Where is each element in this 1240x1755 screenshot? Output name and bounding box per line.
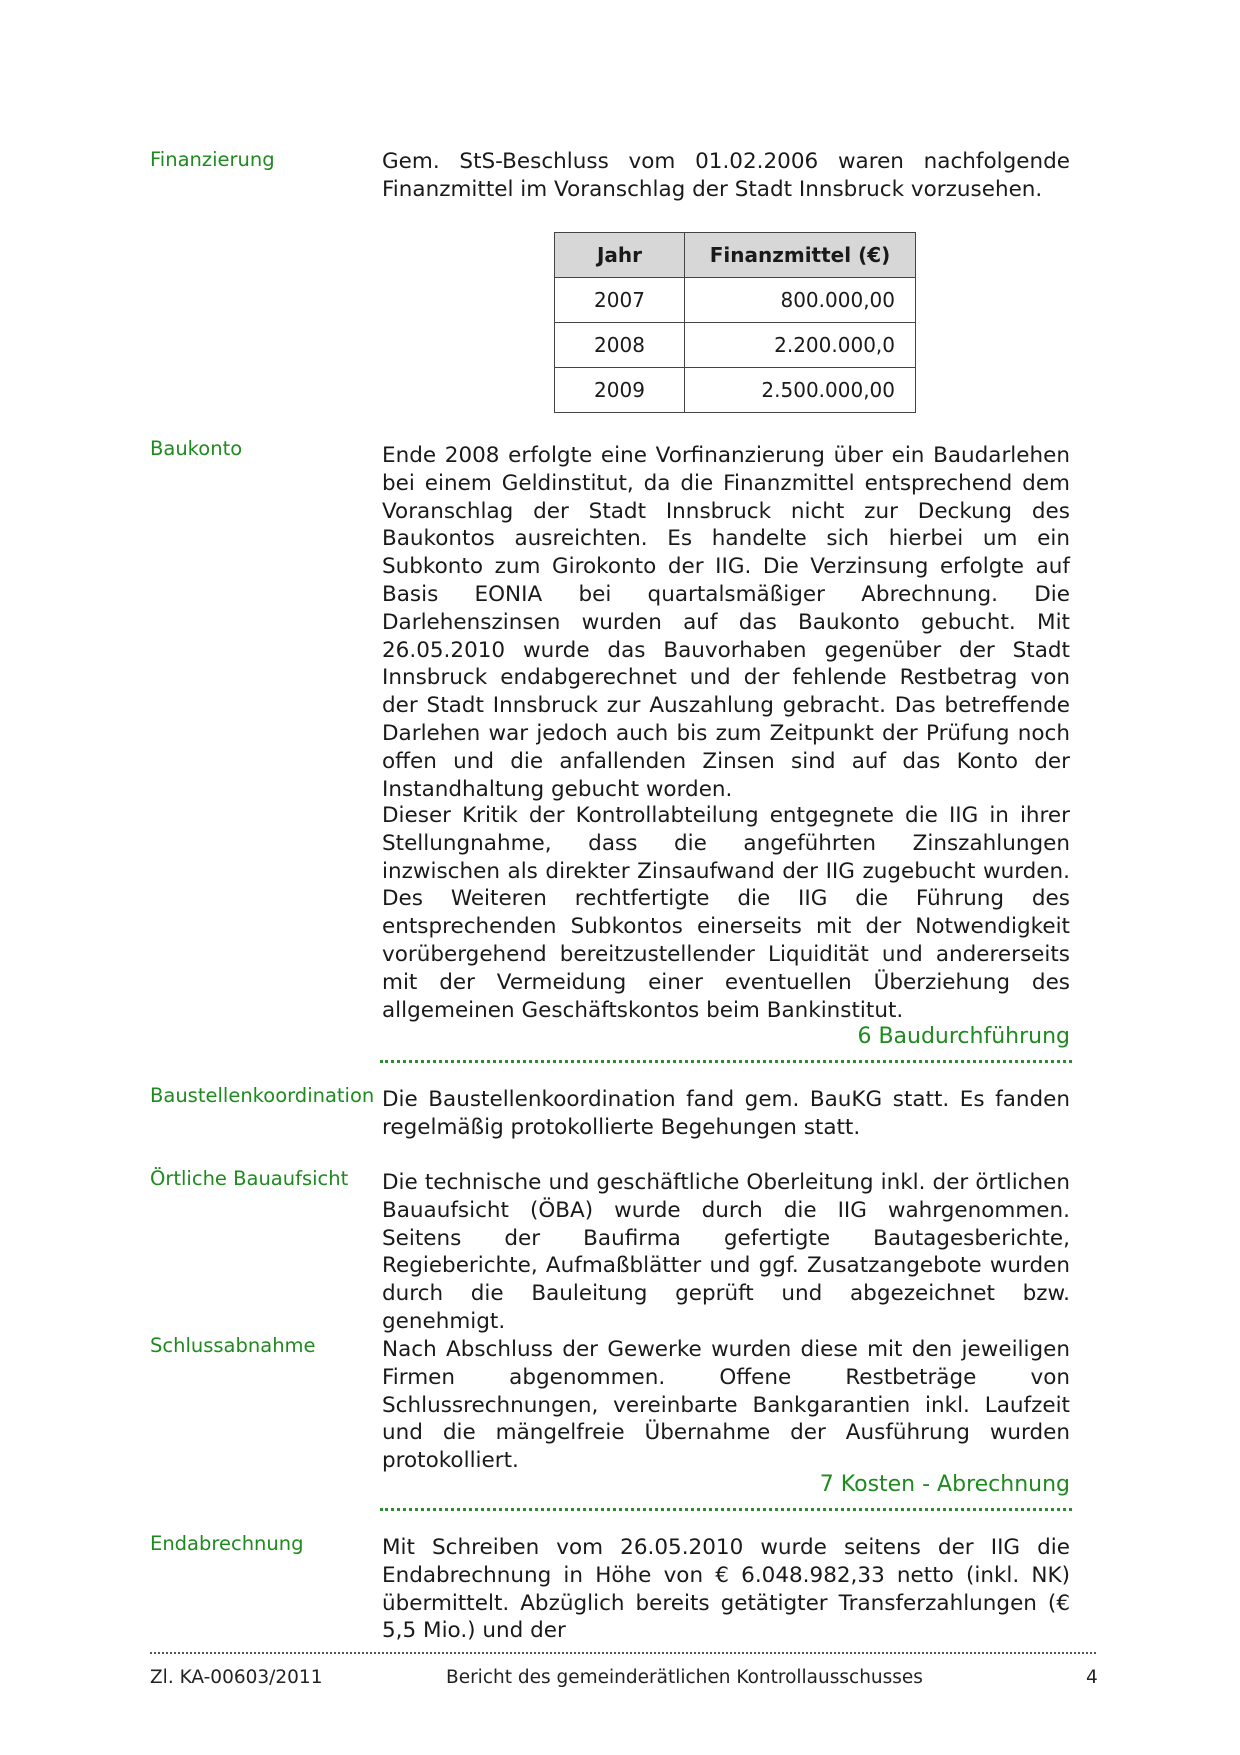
table-cell-amount: 2.500.000,00 xyxy=(685,368,916,413)
table-header-finanzmittel: Finanzmittel (€) xyxy=(685,233,916,278)
table-cell-year: 2009 xyxy=(555,368,685,413)
paragraph-baukonto-2: Dieser Kritik der Kontrollabteilung entgegnete die IIG in ihrer Stellungnahme, dass die angeführten Zinszahlungen inzwischen als direkter Zinsaufwand der IIG zugebucht wurden. Des Weiteren rechtfertigte die IIG die Führung des entsprechenden Subkontos einerseits mit der Notwendigkeit vorübergehend bereitzustellender Liquidität und andererseits mit der Vermeidung einer eventuellen Überziehung des allgemeinen Geschäftskontos beim Bankinstitut. xyxy=(382,803,1070,1023)
section-heading-6 xyxy=(380,1022,1072,1063)
footer-reference: Zl. KA-00603/2011 xyxy=(150,1667,323,1688)
margin-label-baustellenkoordination: Baustellenkoordination xyxy=(150,1084,375,1107)
paragraph-baustellenkoordination: Die Baustellenkoordination fand gem. BauKG statt. Es fanden regelmäßig protokollierte Begehungen statt. xyxy=(382,1087,1070,1140)
paragraph-schlussabnahme: Nach Abschluss der Gewerke wurden diese mit den jeweiligen Firmen abgenommen. Offene Restbeträge von Schlussrechnungen, vereinbarte Bankgarantien inkl. Laufzeit und die mängelfreie Übernahme der Ausführung wurden protokolliert. xyxy=(382,1337,1070,1474)
paragraph-oertliche-bauaufsicht: Die technische und geschäftliche Oberleitung inkl. der örtlichen Bauaufsicht (ÖBA) wurde durch die IIG wahrgenommen. Seitens der Baufirma gefertigte Bautagesberichte, Regieberichte, Aufmaßblätter und ggf. Zusatzangebote wurden durch die Bauleitung geprüft und abgezeichnet bzw. genehmigt. xyxy=(382,1170,1070,1334)
section-heading-7-text: 7 Kosten - Abrechnung xyxy=(819,1472,1070,1497)
footer-divider xyxy=(150,1652,1096,1654)
margin-label-baukonto: Baukonto xyxy=(150,437,243,460)
table-row xyxy=(555,368,916,413)
footer-title: Bericht des gemeinderätlichen Kontrollausschusses xyxy=(446,1667,923,1688)
margin-label-finanzierung: Finanzierung xyxy=(150,148,275,171)
table-header-row xyxy=(555,233,916,278)
section-heading-7 xyxy=(380,1470,1072,1511)
table-cell-year: 2007 xyxy=(555,278,685,323)
paragraph-endabrechnung: Mit Schreiben vom 26.05.2010 wurde seitens der IIG die Endabrechnung in Höhe von € 6.048.982,33 netto (inkl. NK) übermittelt. Abzüglich bereits getätigter Transferzahlungen (€ 5,5 Mio.) und der xyxy=(382,1535,1070,1644)
table-cell-year: 2008 xyxy=(555,323,685,368)
table-row xyxy=(555,323,916,368)
table-row xyxy=(555,278,916,323)
section-heading-6-text: 6 Baudurchführung xyxy=(857,1024,1070,1049)
footer-page-number: 4 xyxy=(1086,1667,1098,1688)
margin-label-oertliche-bauaufsicht: Örtliche Bauaufsicht xyxy=(150,1167,349,1190)
table-header-jahr: Jahr xyxy=(555,233,685,278)
table-cell-amount: 800.000,00 xyxy=(685,278,916,323)
finanzmittel-table xyxy=(554,232,916,413)
paragraph-finanzierung: Gem. StS-Beschluss vom 01.02.2006 waren nachfolgende Finanzmittel im Voranschlag der Stadt Innsbruck vorzusehen. xyxy=(382,149,1070,202)
margin-label-endabrechnung: Endabrechnung xyxy=(150,1532,304,1555)
paragraph-baukonto-1: Ende 2008 erfolgte eine Vorfinanzierung über ein Baudarlehen bei einem Geldinstitut, da die Finanzmittel entsprechend dem Voranschlag der Stadt Innsbruck nicht zur Deckung des Baukontos ausreichten. Es handelte sich hierbei um ein Subkonto zum Girokonto der IIG. Die Verzinsung erfolgte auf Basis EONIA bei quartalsmäßiger Abrechnung. Die Darlehenszinsen wurden auf das Baukonto gebucht. Mit 26.05.2010 wurde das Bauvorhaben gegenüber der Stadt Innsbruck endabgerechnet und der fehlende Restbetrag von der Stadt Innsbruck zur Auszahlung gebracht. Das betreffende Darlehen war jedoch auch bis zum Zeitpunkt der Prüfung noch offen und die anfallenden Zinsen sind auf das Konto der Instandhaltung gebucht worden. xyxy=(382,443,1070,802)
table-cell-amount: 2.200.000,0 xyxy=(685,323,916,368)
margin-label-schlussabnahme: Schlussabnahme xyxy=(150,1334,316,1357)
